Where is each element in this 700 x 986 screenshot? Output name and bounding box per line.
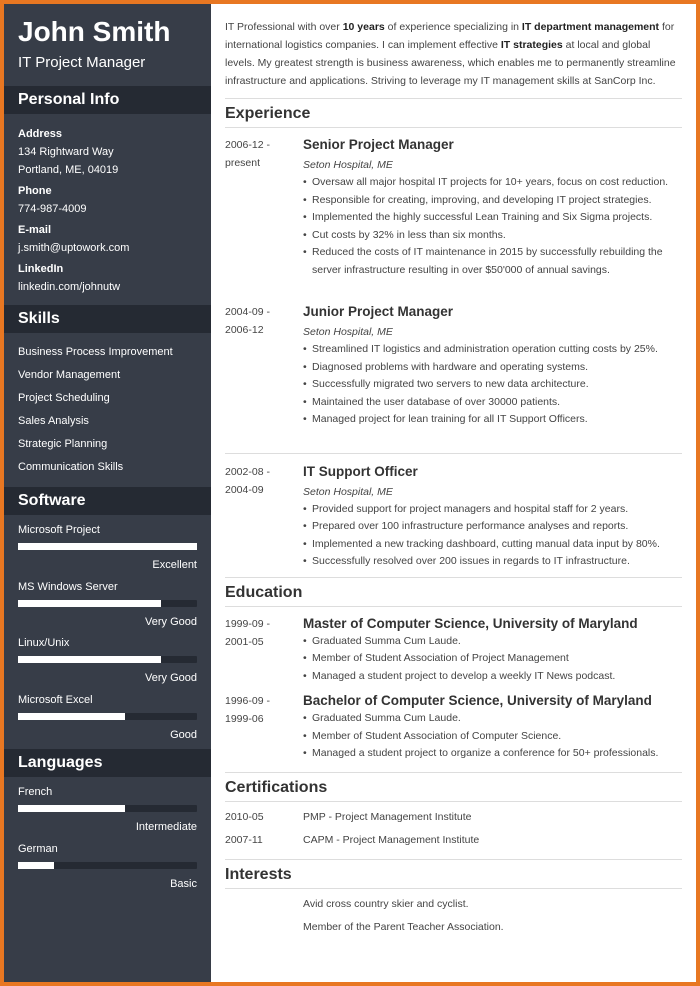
bullet-item: • Cut costs by 32% in less than six months. — [303, 227, 682, 245]
bullet-item: • Diagnosed problems with hardware and operating systems. — [303, 359, 682, 377]
interests-list — [225, 893, 682, 939]
phone-label: Phone — [18, 185, 52, 197]
skill-meter — [18, 543, 197, 550]
job-organization: Seton Hospital, ME — [303, 326, 393, 338]
certifications-heading: Certifications — [225, 772, 682, 802]
language-meter-fill — [18, 862, 54, 869]
bullet-item: • Successfully migrated two servers to new data architecture. — [303, 376, 682, 394]
date-start: 2004-09 - — [225, 306, 270, 318]
language-meter — [18, 805, 197, 812]
address-value — [18, 143, 197, 179]
education-dates — [225, 692, 303, 763]
job-bullets — [303, 501, 682, 571]
software-item — [18, 578, 197, 635]
language-meter — [18, 862, 197, 869]
job-organization: Seton Hospital, ME — [303, 159, 393, 171]
date-end: 2001-05 — [225, 635, 264, 648]
main-content — [211, 4, 696, 982]
education-heading: Education — [225, 577, 682, 607]
language-item — [18, 840, 197, 897]
software-name: Microsoft Excel — [18, 693, 93, 706]
job-title: IT Project Manager — [18, 54, 146, 71]
interest-item: Member of the Parent Teacher Association. — [303, 920, 504, 933]
bullet-item: • Prepared over 100 infrastructure performance analyses and reports. — [303, 518, 682, 536]
skill-item: Project Scheduling — [18, 392, 110, 404]
date-end: 2006-12 — [225, 324, 264, 336]
software-level: Excellent — [152, 559, 197, 571]
bullet-item: • Managed project for lean training for all IT Support Officers. — [303, 411, 682, 429]
job-entry — [225, 136, 682, 279]
language-name: German — [18, 842, 58, 855]
software-level: Very Good — [145, 672, 197, 684]
bullet-item: • Oversaw all major hospital IT projects for 10+ years, focus on cost reduction. — [303, 174, 682, 192]
phone-value: 774-987-4009 — [18, 203, 87, 215]
job-bullets — [303, 341, 682, 429]
skill-meter — [18, 656, 197, 663]
bullet-item: • Member of Student Association of Project Management — [303, 650, 682, 668]
education-entry — [225, 692, 682, 763]
skill-item: Vendor Management — [18, 369, 121, 381]
skill-meter — [18, 713, 197, 720]
job-dates — [225, 303, 303, 429]
email-label: E-mail — [18, 224, 52, 236]
education-dates — [225, 615, 303, 686]
degree-title: Bachelor of Computer Science, University of Maryland — [303, 693, 652, 708]
job-entry — [225, 453, 682, 571]
language-name: French — [18, 786, 53, 798]
date-start: 2006-12 - — [225, 139, 270, 151]
skill-item: Business Process Improvement — [18, 346, 173, 358]
date-end: present — [225, 157, 261, 169]
personal-info-heading: Personal Info — [4, 86, 211, 114]
education-entry — [225, 615, 682, 686]
job-title: Junior Project Manager — [303, 304, 454, 319]
bullet-item: • Managed a student project to develop a weekly IT News podcast. — [303, 668, 682, 686]
linkedin-label: LinkedIn — [18, 263, 64, 275]
job-body — [303, 463, 682, 571]
job-dates — [225, 463, 303, 571]
address-line-2: Portland, ME, 04019 — [18, 164, 119, 176]
skill-item: Strategic Planning — [18, 438, 108, 450]
bullet-item: • Reduced the costs of IT maintenance in 2015 by successfully rebuilding the server infrastructure resulting in over $50'000 of annual savings. — [303, 244, 682, 279]
job-bullets — [303, 174, 682, 279]
software-name: Microsoft Project — [18, 524, 100, 536]
resume-page — [4, 4, 696, 982]
address-label: Address — [18, 128, 63, 140]
language-level: Basic — [170, 877, 197, 890]
education-bullets — [303, 710, 682, 763]
certification-date: 2007-11 — [225, 833, 263, 846]
email-value[interactable]: j.smith@uptowork.com — [18, 242, 130, 254]
date-start: 1999-09 - — [225, 617, 270, 630]
date-end: 2004-09 — [225, 483, 264, 496]
interest-item: Avid cross country skier and cyclist. — [303, 897, 469, 910]
date-start: 1996-09 - — [225, 695, 270, 707]
experience-heading: Experience — [225, 98, 682, 128]
summary-text: IT Professional with over — [225, 21, 343, 33]
bullet-item: • Successfully resolved over 200 issues in regards to IT infrastructure. — [303, 553, 682, 571]
summary-text: of experience specializing in — [384, 21, 522, 33]
personal-info — [4, 114, 211, 305]
bullet-item: • Graduated Summa Cum Laude. — [303, 710, 682, 728]
software-level: Very Good — [145, 615, 197, 628]
bullet-item: • Maintained the user database of over 30000 patients. — [303, 394, 682, 412]
job-body — [303, 136, 682, 279]
date-start: 2002-08 - — [225, 465, 270, 478]
skill-meter-fill — [18, 656, 161, 663]
summary-text: at local and global levels. My greatest strength is business awareness, which enables me to permanently streamline infrastructure and applications. Striving to leverage my IT management skills at SanCorp Inc. — [225, 39, 676, 87]
languages-list — [4, 777, 211, 898]
skill-item: Sales Analysis — [18, 415, 89, 427]
software-list — [4, 515, 211, 749]
software-item — [18, 634, 197, 691]
job-organization: Seton Hospital, ME — [303, 485, 393, 498]
software-name: Linux/Unix — [18, 637, 70, 649]
software-heading: Software — [4, 487, 211, 515]
skill-item: Communication Skills — [18, 461, 124, 473]
name-block — [4, 4, 211, 86]
date-end: 1999-06 — [225, 713, 264, 725]
education-body — [303, 692, 682, 763]
degree-title: Master of Computer Science, University of Maryland — [303, 615, 638, 631]
summary-paragraph — [225, 18, 682, 90]
interests-heading: Interests — [225, 859, 682, 889]
certifications-list — [225, 806, 682, 852]
certification-date: 2010-05 — [225, 810, 264, 823]
language-item — [18, 783, 197, 840]
job-dates — [225, 136, 303, 279]
job-title: Senior Project Manager — [303, 137, 454, 152]
software-level: Good — [170, 728, 197, 741]
bullet-item: • Implemented a new tracking dashboard, cutting manual data input by 80%. — [303, 536, 682, 554]
job-entry — [225, 303, 682, 429]
bullet-item: • Provided support for project managers and hospital staff for 2 years. — [303, 501, 682, 519]
sidebar — [4, 4, 211, 982]
bullet-item: • Graduated Summa Cum Laude. — [303, 633, 682, 651]
software-name: MS Windows Server — [18, 580, 118, 593]
address-line-1: 134 Rightward Way — [18, 146, 114, 158]
summary-highlight: IT strategies — [500, 39, 563, 51]
summary-highlight: IT department management — [521, 21, 660, 33]
bullet-item: • Implemented the highly successful Lean Training and Six Sigma projects. — [303, 209, 682, 227]
certification-item — [225, 829, 682, 852]
software-item — [18, 521, 197, 578]
full-name: John Smith — [18, 16, 171, 47]
certification-item — [225, 806, 682, 829]
bullet-item: • Streamlined IT logistics and administration operation cutting costs by 25%. — [303, 341, 682, 359]
skills-list — [4, 333, 211, 487]
skill-meter — [18, 600, 197, 607]
job-body — [303, 303, 682, 429]
skills-heading: Skills — [4, 305, 211, 333]
skill-meter-fill — [18, 543, 197, 550]
linkedin-value[interactable]: linkedin.com/johnutw — [18, 281, 121, 293]
education-body — [303, 615, 682, 686]
job-title: IT Support Officer — [303, 463, 418, 479]
bullet-item: • Managed a student project to organize a conference for 50+ professionals. — [303, 745, 682, 763]
skill-meter-fill — [18, 713, 125, 720]
certification-name: PMP - Project Management Institute — [303, 810, 472, 823]
language-level: Intermediate — [135, 821, 197, 833]
education-bullets — [303, 633, 682, 686]
language-meter-fill — [18, 805, 125, 812]
summary-highlight: 10 years — [342, 21, 385, 33]
bullet-item: • Member of Student Association of Computer Science. — [303, 728, 682, 746]
bullet-item: • Responsible for creating, improving, and developing IT project strategies. — [303, 192, 682, 210]
skill-meter-fill — [18, 600, 161, 607]
certification-name: CAPM - Project Management Institute — [303, 833, 480, 846]
languages-heading: Languages — [4, 749, 211, 777]
software-item — [18, 691, 197, 748]
summary-text: for international logistics companies. I can implement effective — [225, 21, 675, 51]
